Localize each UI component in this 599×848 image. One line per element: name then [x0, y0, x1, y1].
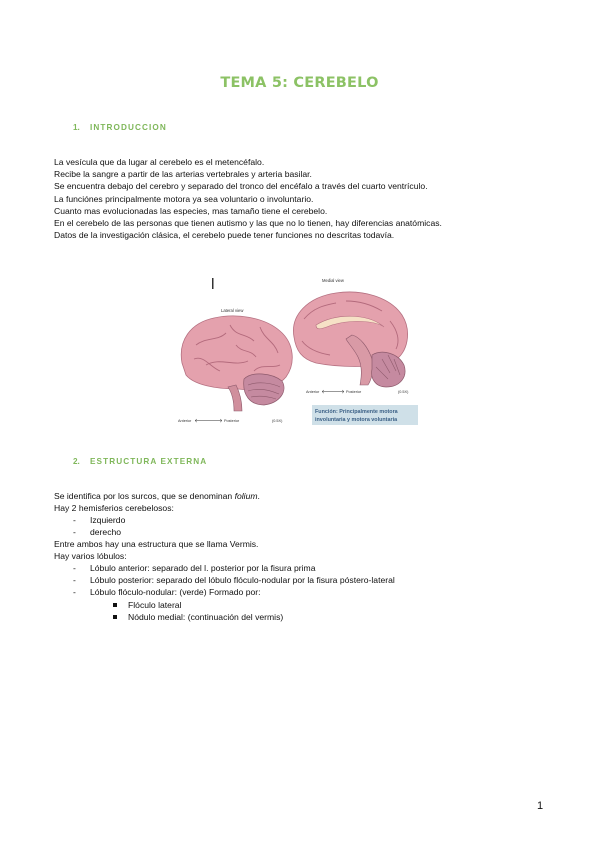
sublobule-floculo: Flóculo lateral	[128, 600, 182, 610]
lobule-anterior: Lóbulo anterior: separado del l. posterior por la fisura prima	[90, 563, 316, 573]
page-number: 1	[537, 800, 544, 812]
section-heading-text: ESTRUCTURA EXTERNA	[90, 457, 208, 466]
section-number: 2.	[73, 457, 80, 466]
list-item: - Lóbulo flóculo-nodular: (verde) Formado por:	[73, 587, 261, 598]
brain-illustration	[176, 275, 420, 428]
list-item	[128, 599, 283, 611]
list-item: - Lóbulo anterior: separado del l. posterior por la fisura prima	[73, 563, 316, 573]
intro-line: Datos de la investigación clásica, el cerebelo puede tener funciones no descritas todavía.	[54, 230, 395, 241]
lateral-view-label: Lateral view	[221, 308, 244, 313]
list-item: - Lóbulo posterior: separado del lóbulo flóculo-nodular por la fisura póstero-lateral	[73, 575, 395, 586]
page-title: TEMA 5: CEREBELO	[220, 75, 379, 91]
caption-line-2: involuntaria y motora voluntaria	[315, 417, 398, 423]
hemisphere-right: derecho	[90, 527, 122, 538]
hemispheres-intro: Hay 2 hemisferios cerebelosos:	[54, 503, 174, 514]
lobules-intro: Hay varios lóbulos:	[54, 551, 127, 562]
brain-figure	[176, 275, 420, 428]
scale-label-medial: (0.5X)	[398, 390, 409, 394]
folium-term: folium	[234, 491, 258, 501]
hemisphere-left: Izquierdo	[90, 515, 126, 525]
introduction-paragraph	[54, 156, 442, 241]
intro-line: La vesícula que da lugar al cerebelo es el metencéfalo.	[54, 157, 265, 167]
posterior-label-medial: Posterior	[346, 390, 362, 394]
medial-view-label: Medial view	[322, 278, 344, 283]
marker-line	[212, 278, 214, 289]
folium-suffix: .	[257, 491, 260, 501]
section-heading-introduccion	[73, 123, 167, 132]
vermis-paragraph	[54, 538, 258, 562]
vermis-line: Entre ambos hay una estructura que se llama Vermis.	[54, 539, 259, 549]
square-bullet-icon	[113, 615, 117, 619]
intro-line: En el cerebelo de las personas que tienen autismo y las que no lo tienen, hay diferencias anatómicas.	[54, 218, 442, 229]
lobule-posterior: Lóbulo posterior: separado del lóbulo flóculo-nodular por la fisura póstero-lateral	[90, 575, 395, 586]
caption-line-1: Función: Principalmente motora	[315, 409, 398, 415]
anterior-label-lateral: Anterior	[178, 419, 192, 423]
section-heading-text: INTRODUCCION	[90, 123, 167, 132]
sublobule-nodulo: Nódulo medial: (continuación del vermis)	[128, 612, 284, 623]
lobules-list	[73, 562, 395, 599]
intro-line: Recibe la sangre a partir de las arterias vertebrales y arteria basilar.	[54, 169, 312, 180]
intro-line: Se encuentra debajo del cerebro y separado del tronco del encéfalo a través del cuarto ventrículo.	[54, 181, 428, 192]
folium-prefix: Se identifica por los surcos, que se denominan	[54, 491, 235, 501]
anterior-label-medial: Anterior	[306, 390, 320, 394]
intro-line: La funciónes principalmente motora ya sea voluntario o involuntario.	[54, 193, 314, 204]
square-bullet-icon	[113, 603, 117, 607]
hemispheres-list	[73, 514, 126, 538]
section-heading-estructura-externa	[73, 457, 207, 466]
posterior-label-lateral: Posterior	[224, 419, 240, 423]
sublobules-list	[128, 599, 283, 623]
section-number: 1.	[73, 123, 80, 132]
list-item	[128, 611, 283, 623]
scale-label-lateral: (0.5X)	[272, 419, 283, 423]
lobule-flocculonodular: Lóbulo flóculo-nodular: (verde) Formado por:	[90, 587, 261, 598]
list-item: - Izquierdo	[73, 515, 126, 525]
folium-line	[54, 490, 260, 502]
list-item: - derecho	[73, 527, 122, 538]
intro-line: Cuanto mas evolucionadas las especies, mas tamaño tiene el cerebelo.	[54, 205, 328, 216]
structure-paragraph	[54, 490, 260, 514]
